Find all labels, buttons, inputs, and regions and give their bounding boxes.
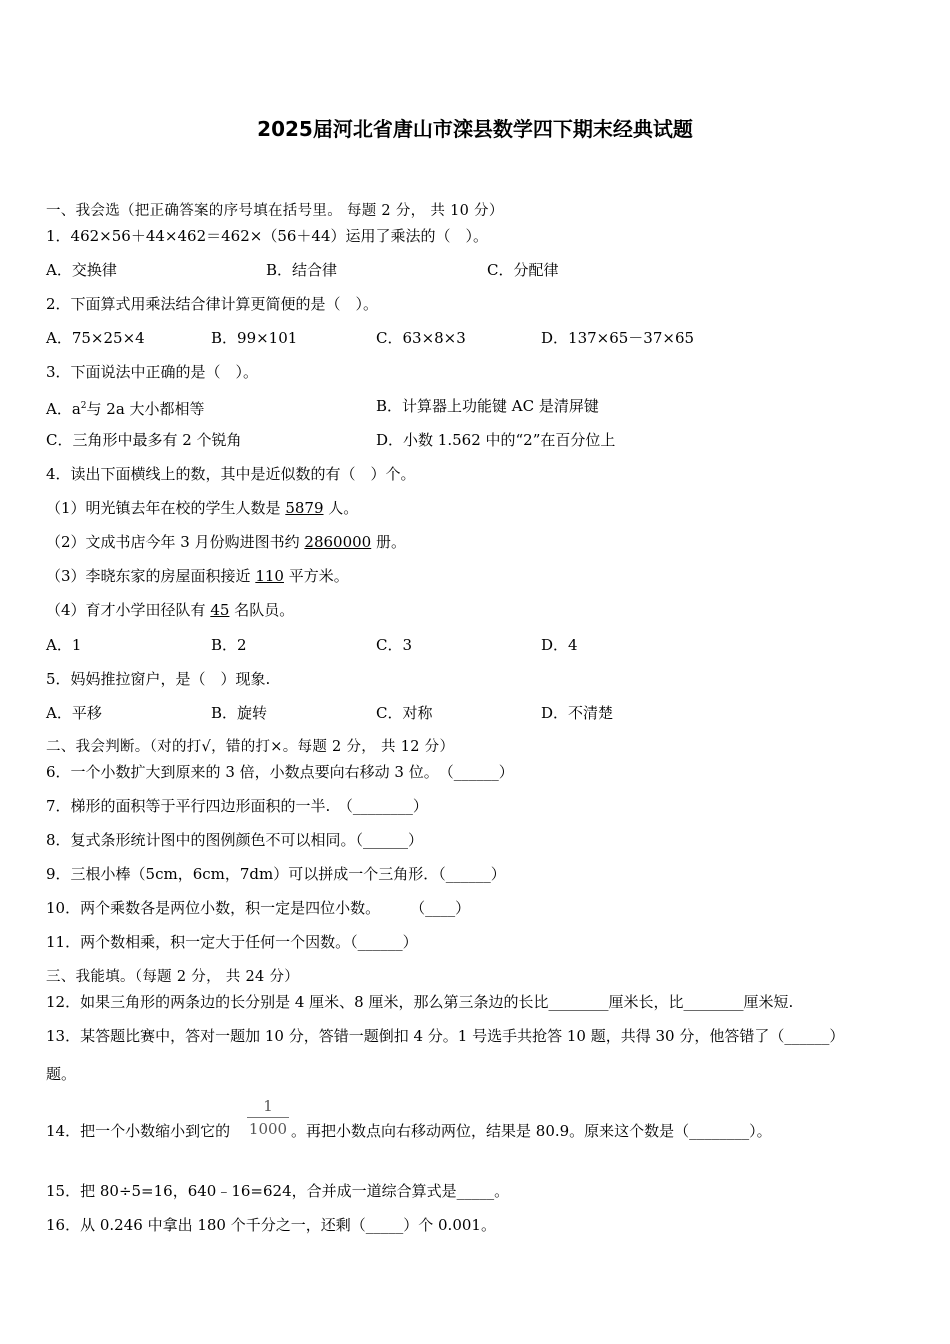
question-14-prefix: 14．把一个小数缩小到它的 (46, 1122, 231, 1140)
question-16: 16．从 0.246 中拿出 180 个千分之一，还剩（_____）个 0.001。 (46, 1216, 496, 1234)
section-1-header: 一、我会选（把正确答案的序号填在括号里。 每题 2 分， 共 10 分） (46, 203, 504, 219)
q4-item-4-prefix: （4）育才小学田径队有 (46, 601, 211, 619)
q4-option-a: A．1 (46, 636, 82, 654)
question-3-stem: 3．下面说法中正确的是（ ）。 (46, 363, 259, 381)
q4-item-1-number: 5879 (285, 499, 324, 517)
q4-item-2-prefix: （2）文成书店今年 3 月份购进图书约 (46, 533, 305, 551)
q3-option-c: C．三角形中最多有 2 个锐角 (46, 431, 242, 449)
question-9: 9．三根小棒（5cm，6cm，7dm）可以拼成一个三角形．（______） (46, 865, 506, 883)
question-13-continued: 题。 (46, 1065, 77, 1083)
q1-option-c: C．分配律 (487, 261, 559, 279)
q3-option-a-prefix: A．a (46, 400, 81, 418)
q14-fraction-denominator: 1000 (248, 1120, 288, 1138)
q4-item-2-suffix: 册。 (371, 533, 406, 551)
question-10: 10．两个乘数各是两位小数，积一定是四位小数。 （____） (46, 899, 471, 917)
q4-item-4 (46, 600, 294, 620)
q2-option-c: C．63×8×3 (376, 329, 466, 347)
q2-option-b: B．99×101 (211, 329, 298, 347)
q3-option-b: B．计算器上功能键 AC 是清屏键 (376, 397, 599, 415)
q4-item-2 (46, 532, 406, 552)
question-6: 6．一个小数扩大到原来的 3 倍，小数点要向右移动 3 位。 （______） (46, 763, 514, 781)
question-15: 15．把 80÷5=16，640﹣16=624，合并成一道综合算式是_____。 (46, 1182, 510, 1200)
question-2-stem: 2．下面算式用乘法结合律计算更简便的是（ ）。 (46, 295, 379, 313)
q4-item-3-suffix: 平方米。 (283, 567, 349, 585)
q4-item-4-suffix: 名队员。 (229, 601, 295, 619)
q5-option-b: B．旋转 (211, 704, 268, 722)
q2-option-a: A．75×25×4 (46, 329, 145, 347)
q2-option-d: D．137×65－37×65 (541, 329, 695, 347)
question-8: 8．复式条形统计图中的图例颜色不可以相同。（______） (46, 831, 424, 849)
q4-item-4-number: 45 (210, 601, 230, 619)
q4-item-1-suffix: 人。 (323, 499, 359, 517)
q4-item-1 (46, 498, 358, 518)
q5-option-d: D．不清楚 (541, 704, 614, 722)
question-12: 12．如果三角形的两条边的长分别是 4 厘米、8 厘米，那么第三条边的长比________厘米长，比________厘米短. (46, 993, 794, 1011)
q14-fraction-bar (247, 1117, 289, 1118)
page-title: 2025届河北省唐山市滦县数学四下期末经典试题 (257, 117, 693, 141)
question-1-stem: 1．462×56＋44×462＝462×（56＋44）运用了乘法的（ ）。 (46, 227, 488, 245)
q3-option-a-exponent: 2 (80, 401, 87, 411)
q4-item-1-prefix: （1）明光镇去年在校的学生人数是 (46, 499, 286, 517)
question-11: 11．两个数相乘，积一定大于任何一个因数。（______） (46, 933, 418, 951)
q4-item-3-number: 110 (255, 567, 284, 585)
q3-option-a (46, 396, 205, 419)
question-7: 7．梯形的面积等于平行四边形面积的一半. （________） (46, 797, 428, 815)
q14-fraction (247, 1097, 289, 1138)
q1-option-a: A．交换律 (46, 261, 117, 279)
q4-item-3 (46, 566, 349, 586)
q4-option-b: B．2 (211, 636, 247, 654)
q3-option-d: D．小数 1.562 中的“2”在百分位上 (376, 431, 616, 449)
question-5-stem: 5．妈妈推拉窗户，是（ ）现象. (46, 670, 271, 688)
section-3-header: 三、我能填。（每题 2 分， 共 24 分） (46, 969, 300, 985)
q5-option-a: A．平移 (46, 704, 102, 722)
q4-item-2-number: 2860000 (304, 533, 372, 551)
q3-option-a-suffix: 与 2a 大小都相等 (86, 400, 205, 418)
q5-option-c: C．对称 (376, 704, 433, 722)
q4-option-d: D．4 (541, 636, 578, 654)
q14-fraction-numerator: 1 (263, 1097, 273, 1115)
question-13: 13．某答题比赛中，答对一题加 10 分，答错一题倒扣 4 分。1 号选手共抢答 10 题，共得 30 分，他答错了（______） (46, 1027, 845, 1045)
question-4-stem: 4．读出下面横线上的数，其中是近似数的有（ ）个。 (46, 465, 416, 483)
q4-item-3-prefix: （3）李晓东家的房屋面积接近 (46, 567, 256, 585)
q1-option-b: B．结合律 (266, 261, 338, 279)
section-2-header: 二、我会判断。（对的打√，错的打×。每题 2 分， 共 12 分） (46, 739, 455, 755)
question-14-suffix: 。再把小数点向右移动两位，结果是 80.9。原来这个数是（________）。 (291, 1122, 772, 1140)
q4-option-c: C．3 (376, 636, 413, 654)
